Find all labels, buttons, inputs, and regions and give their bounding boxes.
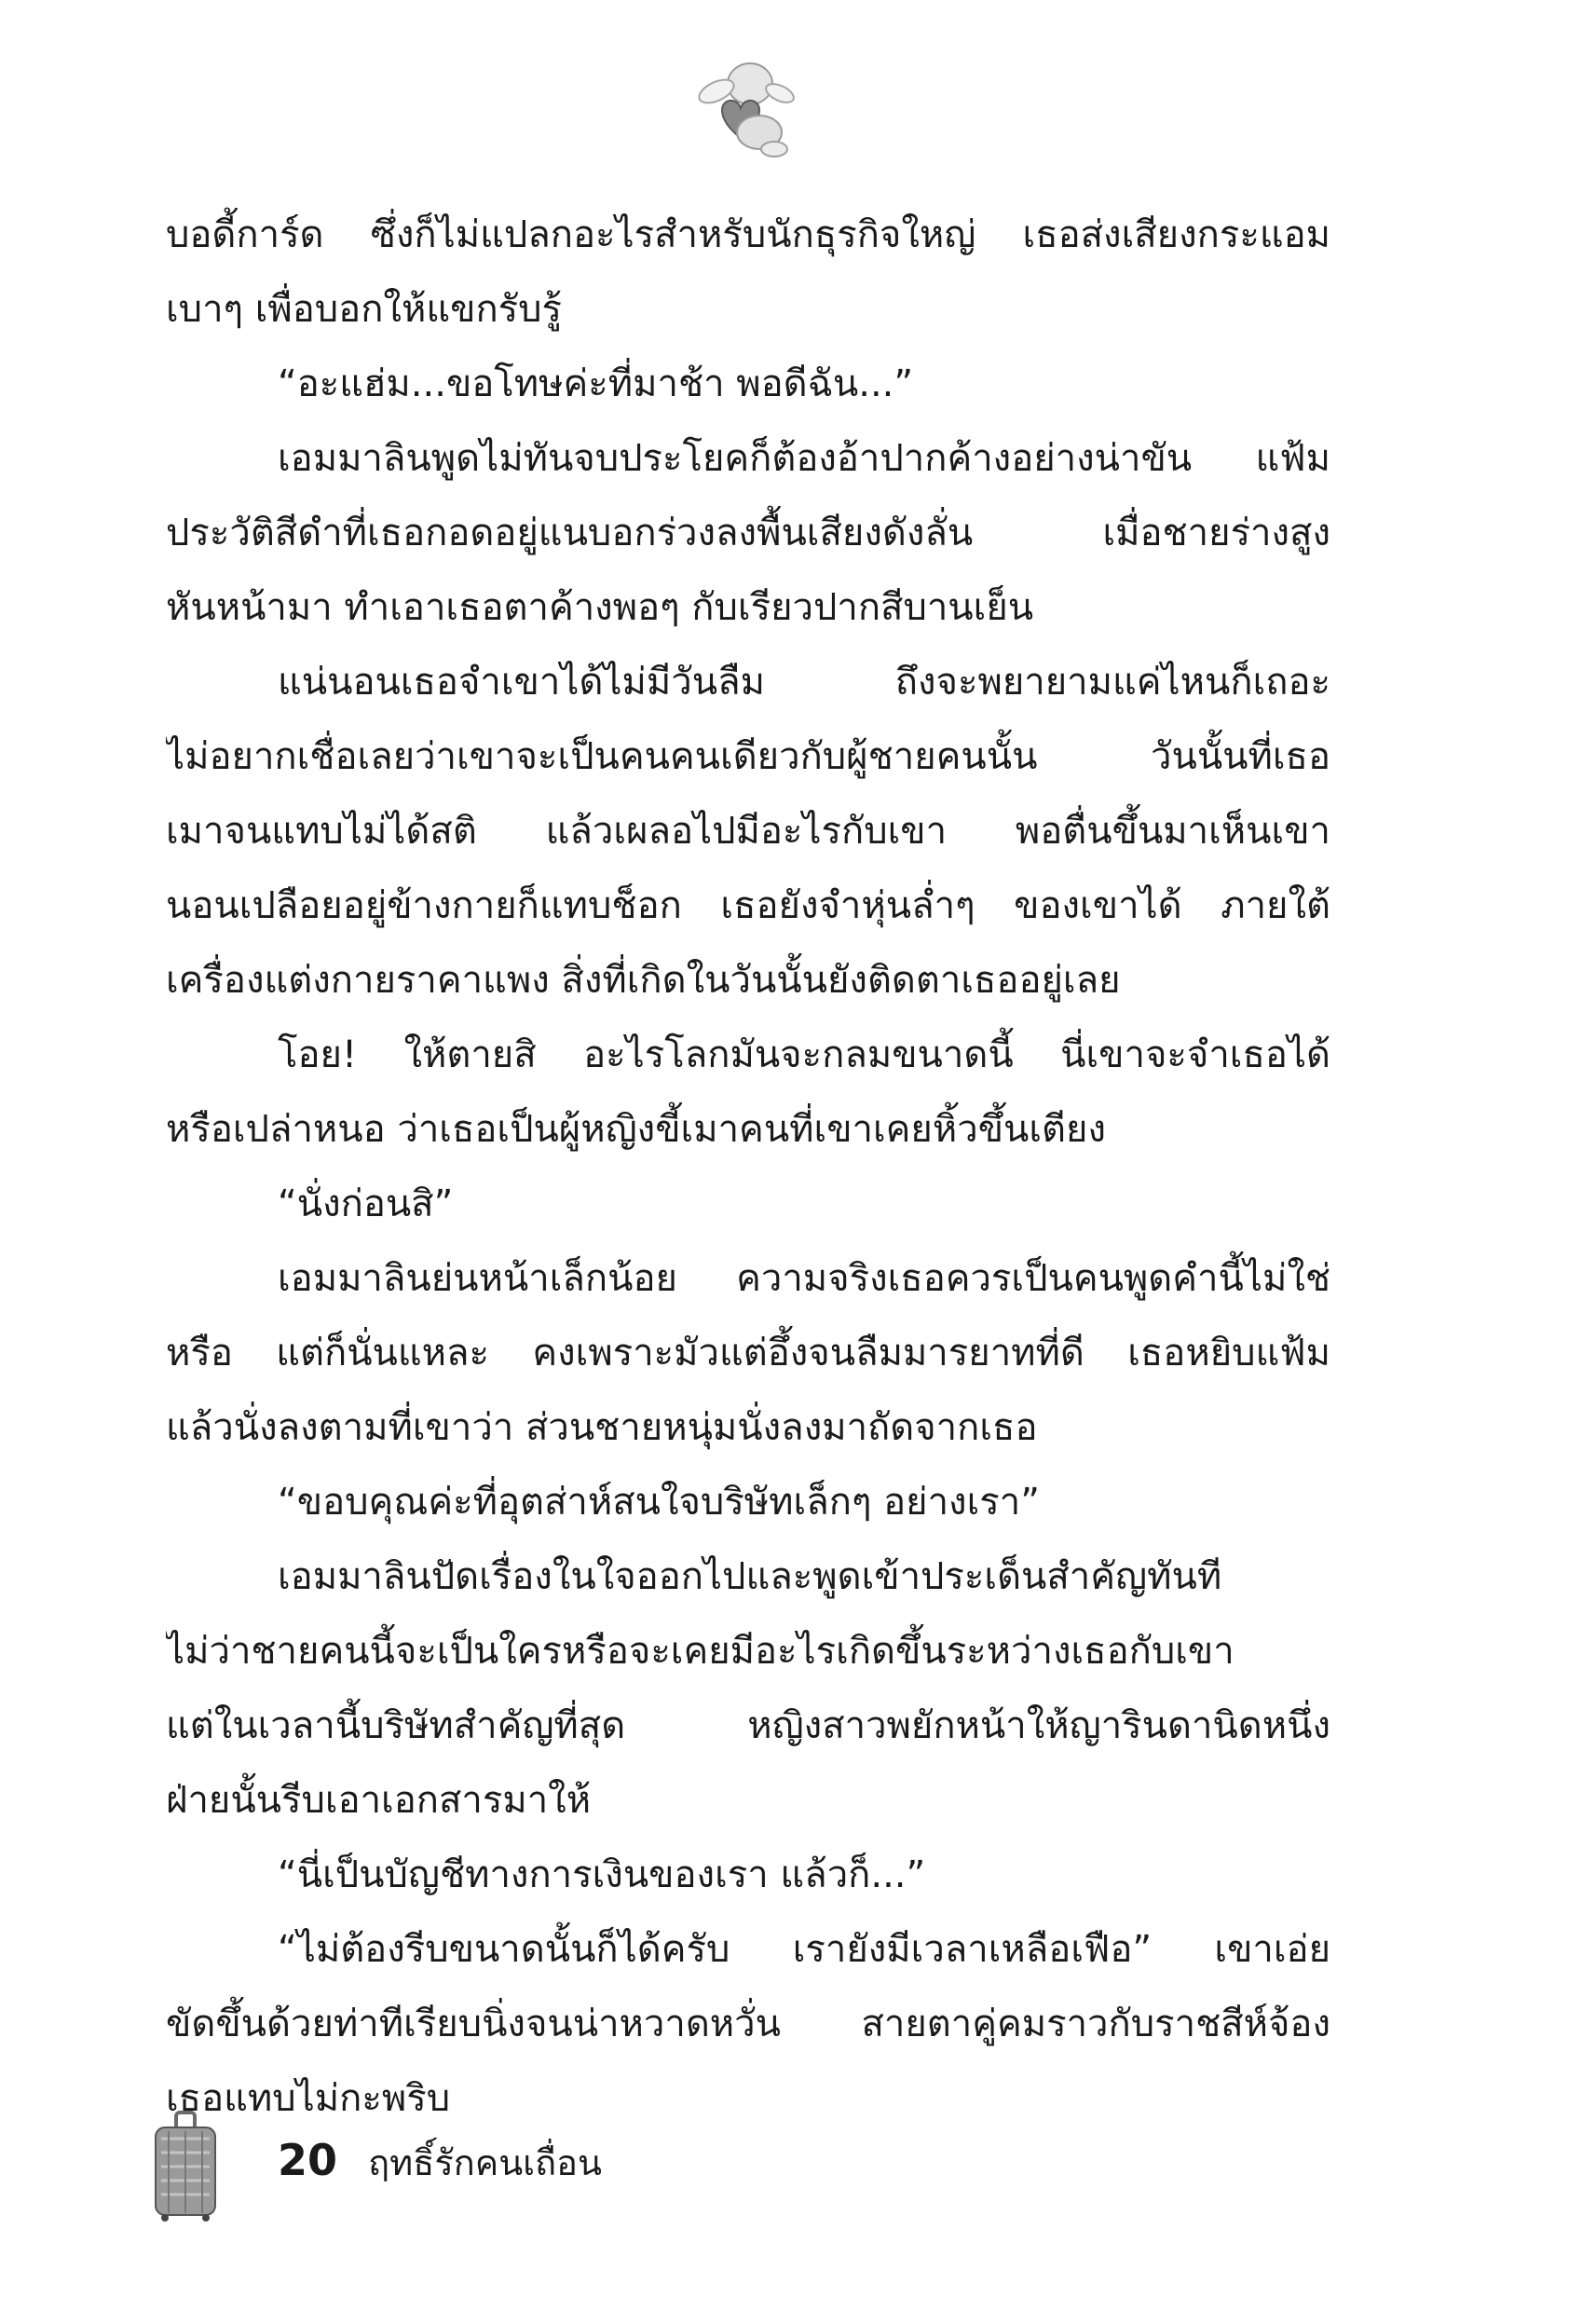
text-line: แต่ในเวลานี้บริษัทสำคัญที่สุด หญิงสาวพยักหน้าให้ญารินดานิดหนึ่ง: [166, 1704, 1330, 1747]
text-line: “ไม่ต้องรีบขนาดนั้นก็ได้ครับ เรายังมีเวลาเหลือเฟือ” เขาเอ่ย: [278, 1928, 1330, 1971]
text-line: ไม่ว่าชายคนนี้จะเป็นใครหรือจะเคยมีอะไรเกิดขึ้นระหว่างเธอกับเขา: [166, 1630, 1235, 1673]
text-line: “นี่เป็นบัญชีทางการเงินของเรา แล้วก็...”: [278, 1853, 926, 1896]
text-line: หรือเปล่าหนอ ว่าเธอเป็นผู้หญิงขี้เมาคนที่เขาเคยหิ้วขึ้นเตียง: [166, 1108, 1107, 1151]
text-line: “นั่งก่อนสิ”: [278, 1183, 454, 1225]
cupid-holding-heart-icon: [694, 56, 797, 163]
text-line: โอย! ให้ตายสิ อะไรโลกมันจะกลมขนาดนี้ นี่เขาจะจำเธอได้: [278, 1033, 1330, 1076]
text-line: เครื่องแต่งกายราคาแพง สิ่งที่เกิดในวันนั้นยังติดตาเธออยู่เลย: [166, 959, 1121, 1002]
body-text: [166, 198, 1330, 2136]
text-line: เบาๆ เพื่อบอกให้แขกรับรู้: [166, 288, 563, 331]
text-line: ประวัติสีดำที่เธอกอดอยู่แนบอกร่วงลงพื้นเสียงดังลั่น เมื่อชายร่างสูง: [166, 512, 1330, 554]
text-line: “อะแฮ่ม...ขอโทษค่ะที่มาช้า พอดีฉัน...”: [278, 362, 914, 405]
book-title: ฤทธิ์รักคนเถื่อน: [368, 2142, 602, 2183]
text-line: เอมมาลินพูดไม่ทันจบประโยคก็ต้องอ้าปากค้างอย่างน่าขัน แฟ้ม: [278, 437, 1330, 480]
text-line: เอมมาลินย่นหน้าเล็กน้อย ความจริงเธอควรเป็นคนพูดคำนี้ไม่ใช่: [278, 1257, 1330, 1300]
text-line: ไม่อยากเชื่อเลยว่าเขาจะเป็นคนคนเดียวกับผู้ชายคนนั้น วันนั้นที่เธอ: [166, 735, 1330, 778]
suitcase-icon: [152, 2111, 219, 2222]
text-line: หันหน้ามา ทำเอาเธอตาค้างพอๆ กับเรียวปากสีบานเย็น: [166, 586, 1034, 629]
text-line: หรือ แต่ก็นั่นแหละ คงเพราะมัวแต่อึ้งจนลืมมารยาทที่ดี เธอหยิบแฟ้ม: [166, 1332, 1330, 1374]
text-line: เธอแทบไม่กะพริบ: [166, 2077, 451, 2120]
text-line: ฝ่ายนั้นรีบเอาเอกสารมาให้: [166, 1779, 592, 1822]
page-number: 20: [278, 2135, 338, 2185]
text-line: นอนเปลือยอยู่ข้างกายก็แทบช็อก เธอยังจำหุ่นล่ำๆ ของเขาได้ ภายใต้: [166, 884, 1330, 927]
text-line: แน่นอนเธอจำเขาได้ไม่มีวันลืม ถึงจะพยายามแค่ไหนก็เถอะ: [278, 661, 1330, 704]
text-line: แล้วนั่งลงตามที่เขาว่า ส่วนชายหนุ่มนั่งลงมาถัดจากเธอ: [166, 1406, 1038, 1449]
page-footer: [278, 2134, 602, 2191]
text-line: เมาจนแทบไม่ได้สติ แล้วเผลอไปมีอะไรกับเขา พอตื่นขึ้นมาเห็นเขา: [166, 810, 1330, 853]
text-line: ขัดขึ้นด้วยท่าทีเรียบนิ่งจนน่าหวาดหวั่น สายตาคู่คมราวกับราชสีห์จ้อง: [166, 2003, 1330, 2045]
text-line: บอดี้การ์ด ซึ่งก็ไม่แปลกอะไรสำหรับนักธุรกิจใหญ่ เธอส่งเสียงกระแอม: [166, 213, 1330, 256]
text-line: เอมมาลินปัดเรื่องในใจออกไปและพูดเข้าประเด็นสำคัญทันที: [278, 1555, 1222, 1598]
text-line: “ขอบคุณค่ะที่อุตส่าห์สนใจบริษัทเล็กๆ อย่างเรา”: [278, 1481, 1040, 1524]
